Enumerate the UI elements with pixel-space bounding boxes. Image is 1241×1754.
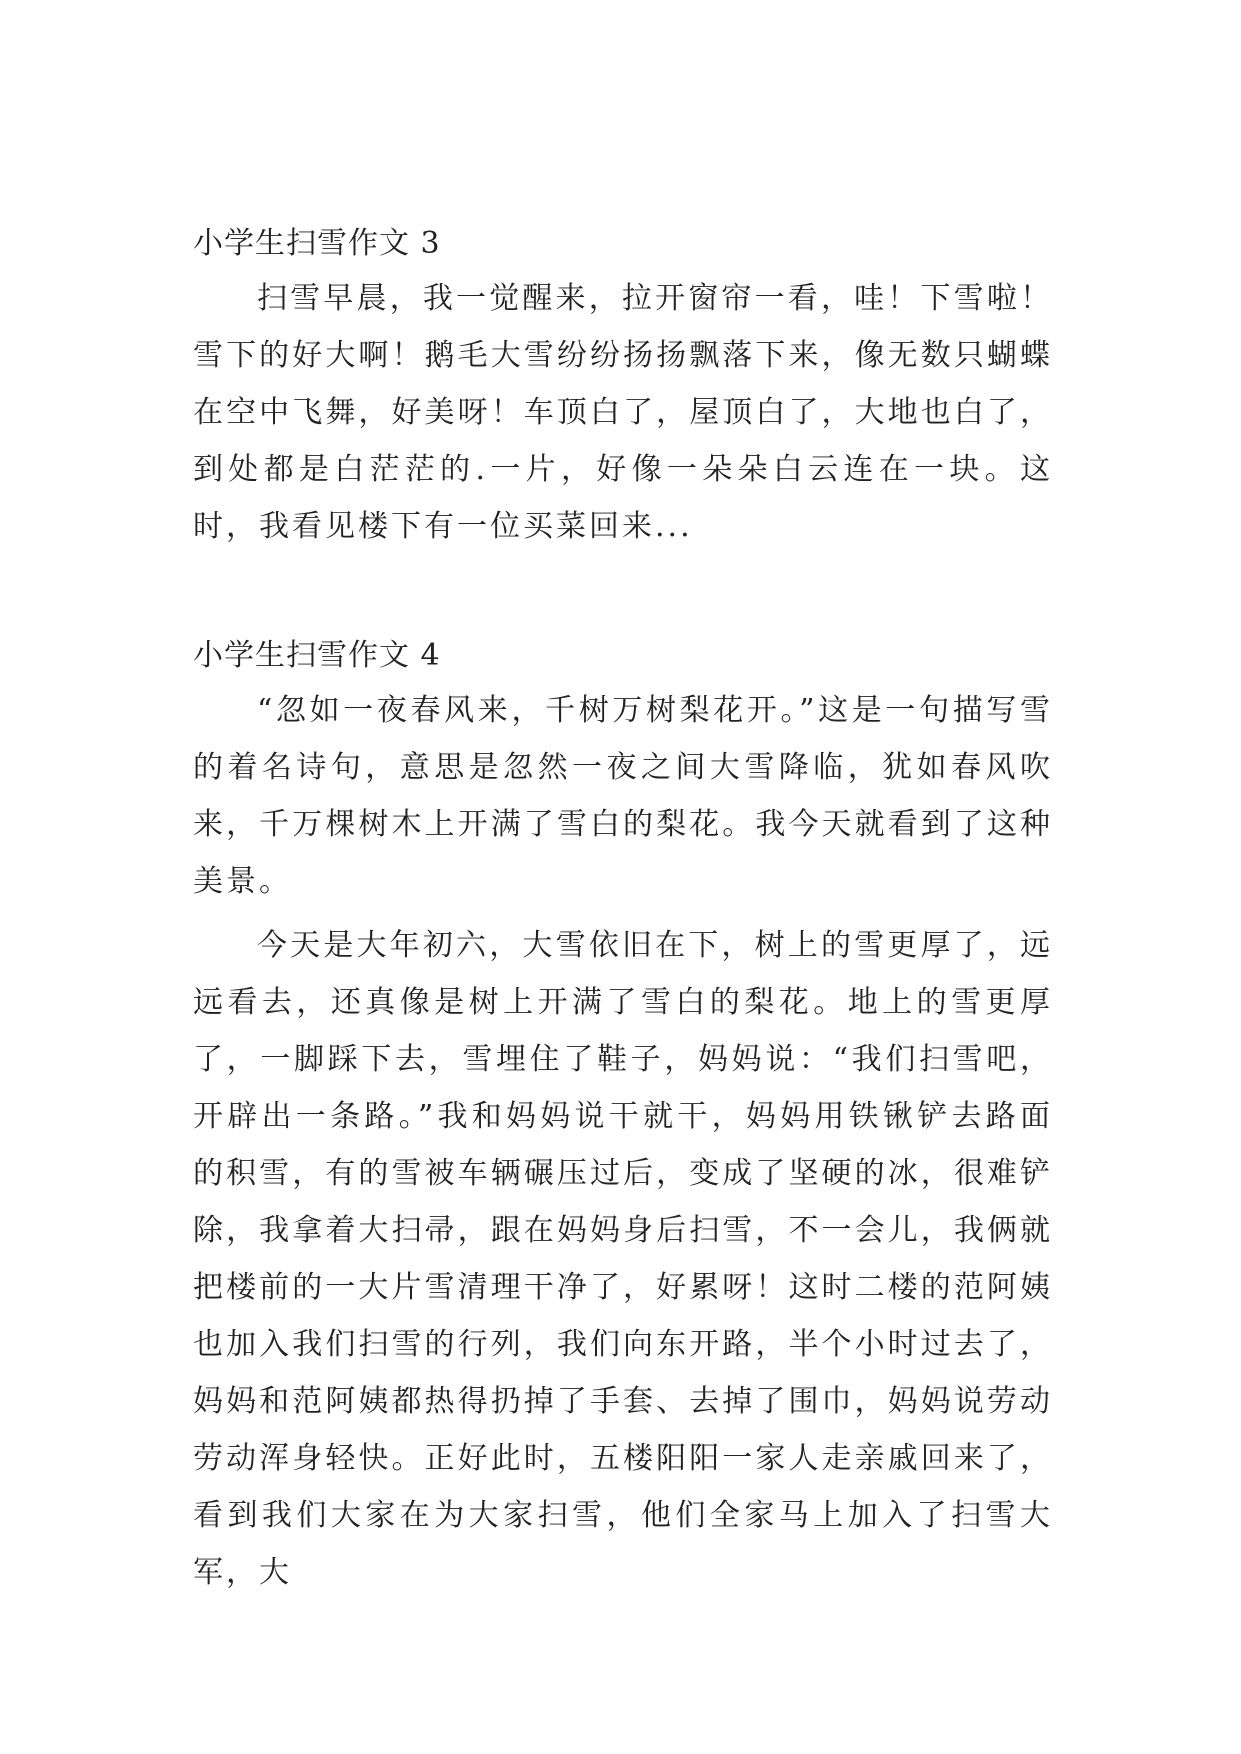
essay-section-3 <box>193 218 1053 555</box>
section-title: 小学生扫雪作文 4 <box>193 638 441 673</box>
essay-section-4 <box>193 630 1053 1601</box>
paragraph: “忽如一夜春风来，千树万树梨花开。”这是一句描写雪的着名诗句，意思是忽然一夜之间大雪降临，犹如春风吹来，千万棵树木上开满了雪白的梨花。我今天就看到了这种美景。 <box>193 693 1053 899</box>
paragraph: 扫雪早晨，我一觉醒来，拉开窗帘一看，哇！下雪啦！雪下的好大啊！鹅毛大雪纷纷扬扬飘落下来，像无数只蝴蝶在空中飞舞，好美呀！车顶白了，屋顶白了，大地也白了，到处都是白茫茫的.一片，好像一朵朵白云连在一块。这时，我看见楼下有一位买菜回来... <box>193 281 1053 544</box>
section-title: 小学生扫雪作文 3 <box>193 226 441 261</box>
paragraph: 今天是大年初六，大雪依旧在下，树上的雪更厚了，远远看去，还真像是树上开满了雪白的梨花。地上的雪更厚了，一脚踩下去，雪埋住了鞋子，妈妈说：“我们扫雪吧，开辟出一条路。”我和妈妈说干就干，妈妈用铁锹铲去路面的积雪，有的雪被车辆碾压过后，变成了坚硬的冰，很难铲除，我拿着大扫帚，跟在妈妈身后扫雪，不一会儿，我俩就把楼前的一大片雪清理干净了，好累呀！这时二楼的范阿姨也加入我们扫雪的行列，我们向东开路，半个小时过去了，妈妈和范阿姨都热得扔掉了手套、去掉了围巾，妈妈说劳动劳动浑身轻快。正好此时，五楼阳阳一家人走亲戚回来了，看到我们大家在为大家扫雪，他们全家马上加入了扫雪大军，大 <box>193 928 1053 1590</box>
